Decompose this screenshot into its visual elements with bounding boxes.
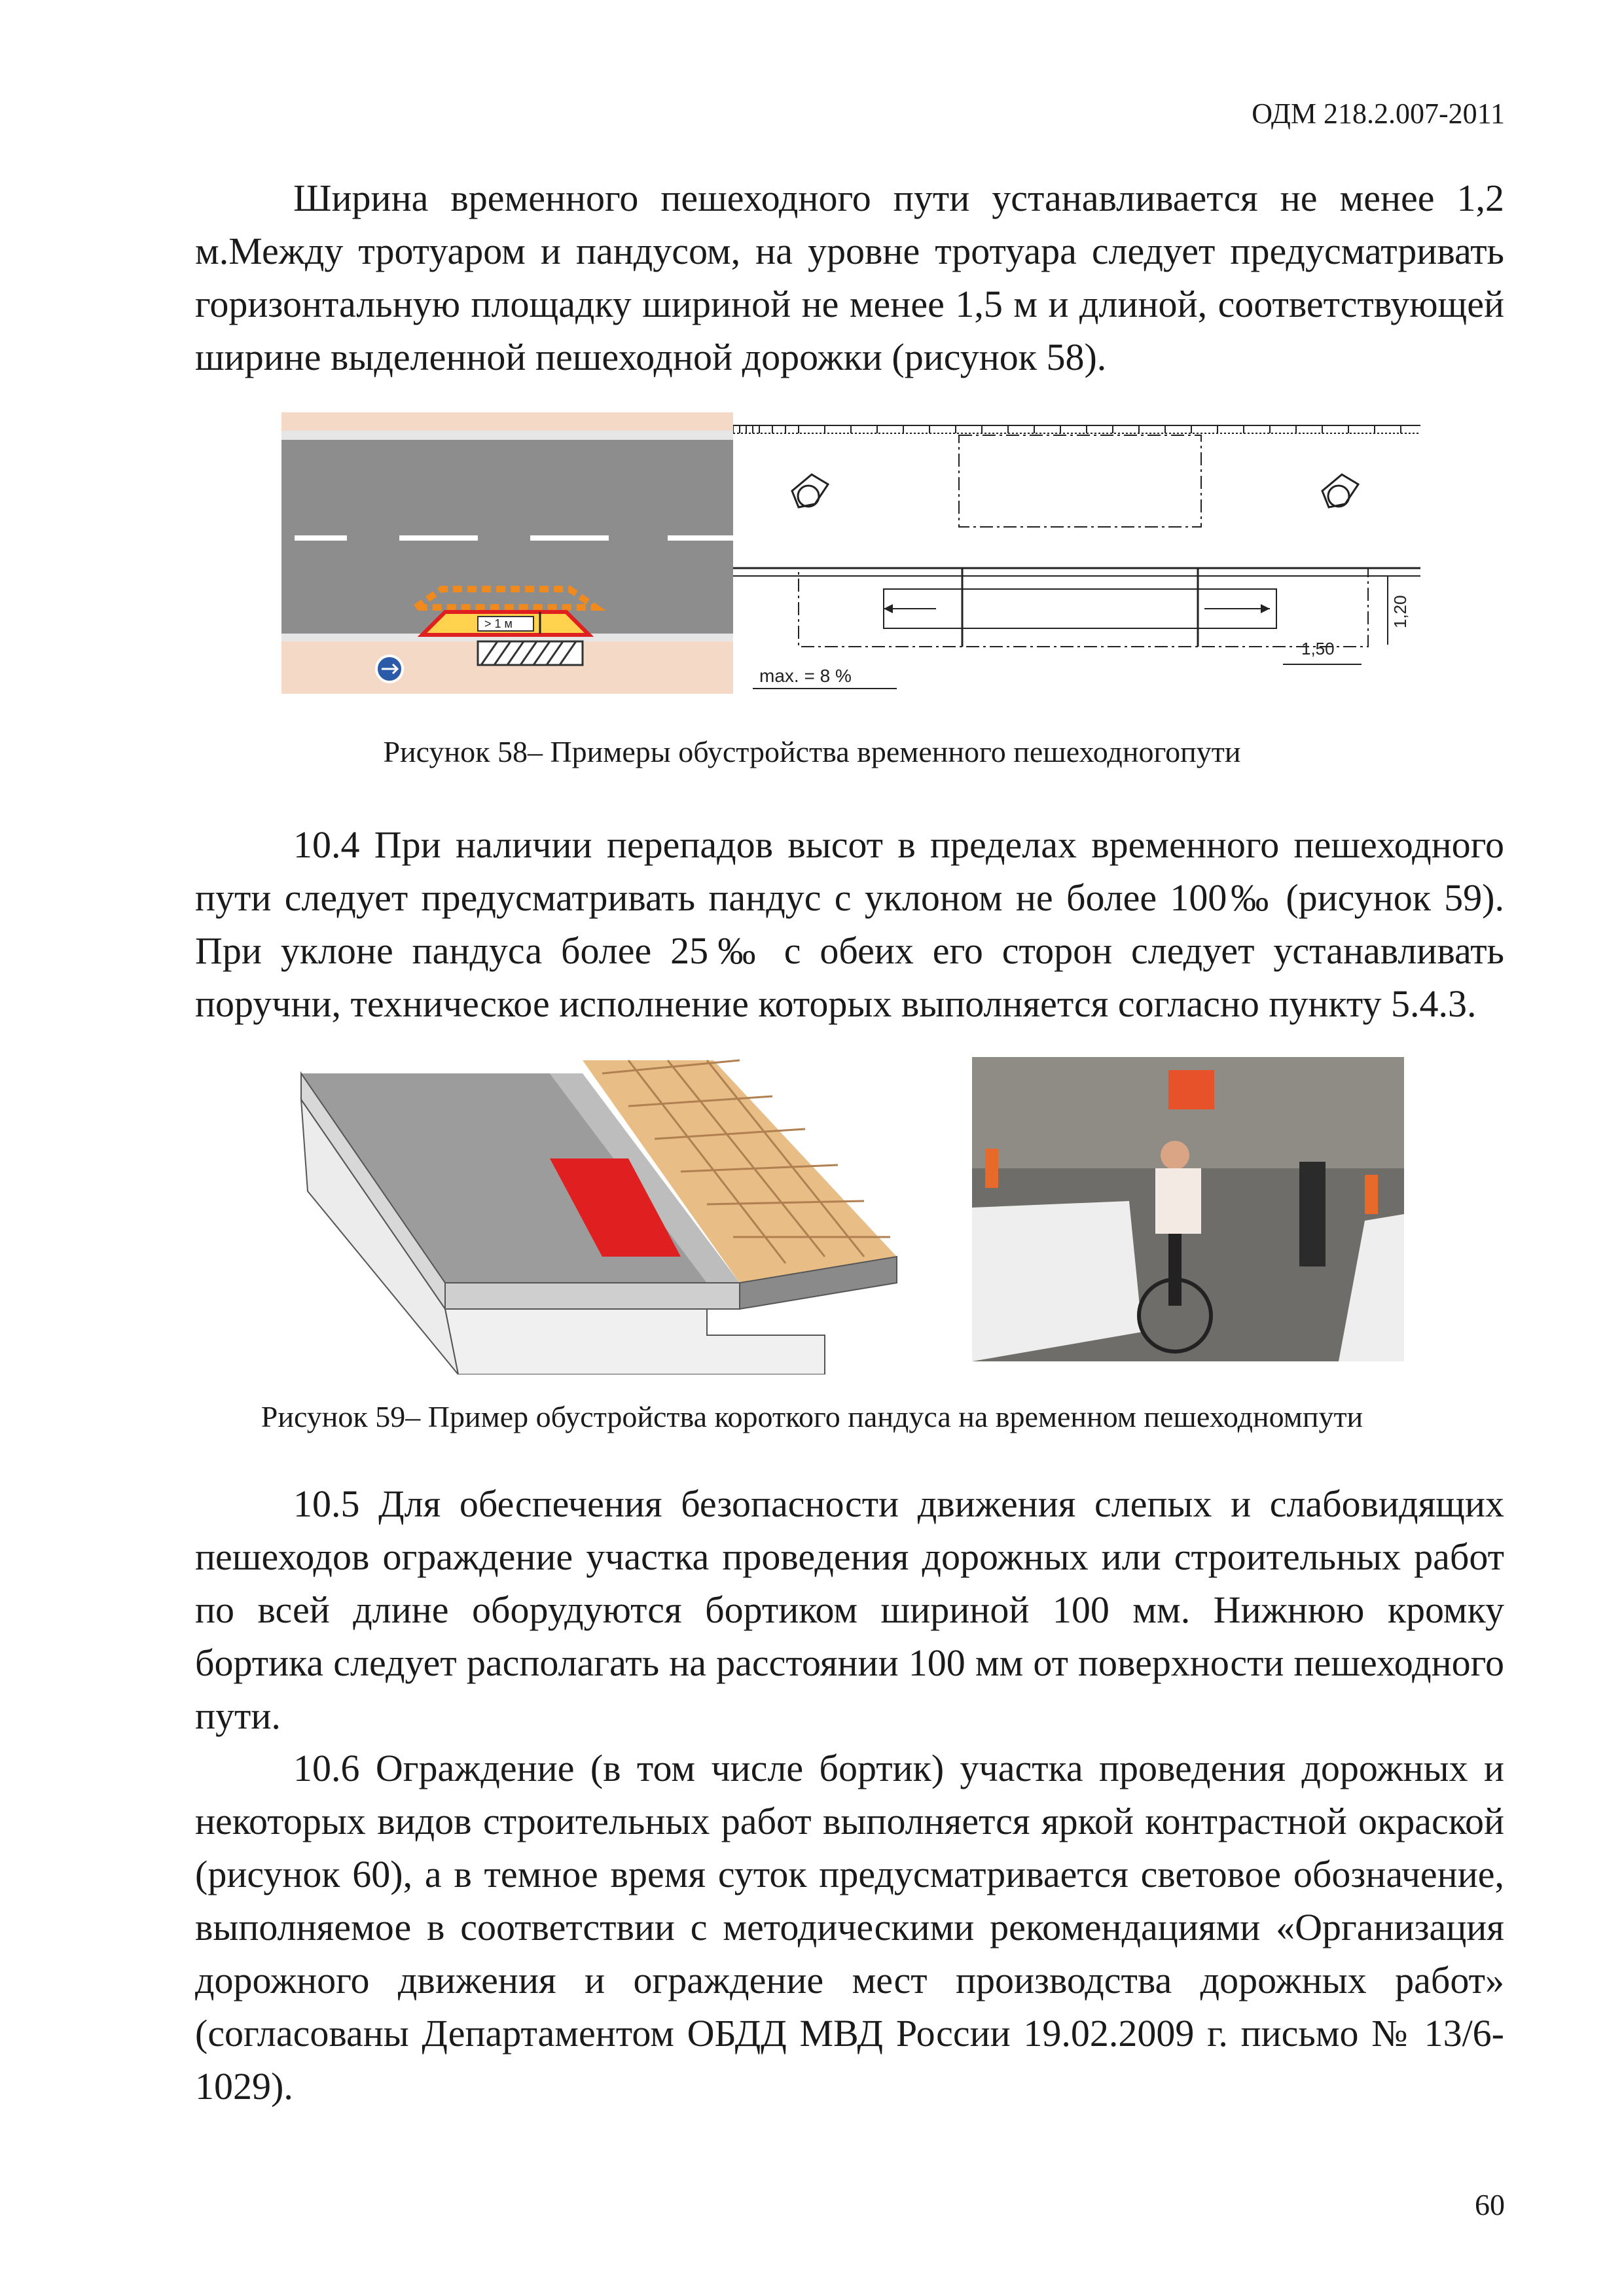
figure-58-ramp-drawing bbox=[733, 419, 1427, 694]
paragraph-10-6: 10.6 Ограждение (в том числе бортик) участка проведения дорожных и некоторых видов строительных работ выполняется яркой контрастной окраской (рисунок 60), а в темное время суток предусматривается световое обозначение, выполняемое в соответствии с методическими рекомендациями «Организация дорожного движения и ограждение мест производства дорожных работ» (согласованы Департаментом ОБДД МВД России 19.02.2009 г. письмо № 13/6-1029). bbox=[195, 1747, 1504, 2108]
figure-58-dimension-150: 1,50 bbox=[1301, 639, 1335, 658]
figure-58-slope-label: max. = 8 % bbox=[759, 666, 852, 686]
paragraph-10-5: 10.5 Для обеспечения безопасности движения слепых и слабовидящих пешеходов ограждение участка проведения дорожных или строительных работ по всей длине оборудуются бортиком шириной 100 мм. Нижнюю кромку бортика следует располагать на расстоянии 100 мм от поверхности пешеходного пути. bbox=[195, 1482, 1504, 1737]
paragraph-10-4: 10.4 При наличии перепадов высот в пределах временного пешеходного пути следует предусматривать пандус с уклоном не более 100‰ (рисунок 59). При уклоне пандуса более 25‰ с обеих его сторон следует устанавливать поручни, техническое исполнение которых выполняется согласно пункту 5.4.3. bbox=[195, 823, 1504, 1025]
figure-59-ramp-section bbox=[288, 1047, 916, 1374]
paragraph-temporary-path-width: Ширина временного пешеходного пути устанавливается не менее 1,2 м.Между тротуаром и пандусом, на уровне тротуара следует предусматривать горизонтальную площадку шириной не менее 1,5 м и длиной, соответствующей ширине выделенной пешеходной дорожки (рисунок 58). bbox=[195, 177, 1504, 378]
figure-59-photo bbox=[972, 1057, 1404, 1361]
figure-58-road-plan bbox=[281, 412, 733, 694]
figure-58-caption: Рисунок 58– Примеры обустройства временного пешеходногопути bbox=[383, 735, 1241, 768]
figure-58-width-label: > 1 м bbox=[484, 617, 513, 630]
page-number: 60 bbox=[1475, 2188, 1505, 2221]
figure-58-dimension-120: 1,20 bbox=[1390, 595, 1410, 628]
document-code: ОДМ 218.2.007-2011 bbox=[1252, 98, 1505, 130]
figure-59-caption: Рисунок 59– Пример обустройства короткого пандуса на временном пешеходномпути bbox=[261, 1400, 1363, 1433]
